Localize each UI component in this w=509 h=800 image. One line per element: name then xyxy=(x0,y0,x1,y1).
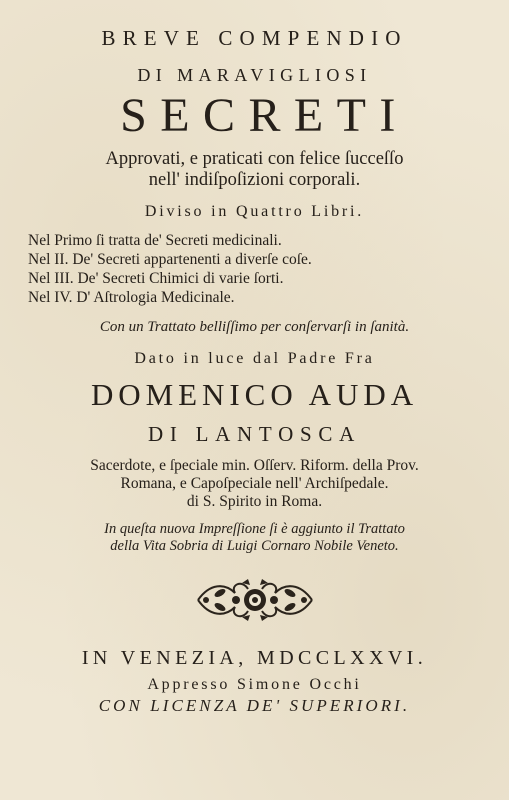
new-edition-line: della Vita Sobria di Luigi Cornaro Nobile Veneto. xyxy=(110,537,399,554)
imprint-printer-part-3: Occhi xyxy=(309,675,362,693)
author-name: DOMENICO AUDA xyxy=(90,376,419,412)
author-desc-line: Sacerdote, e ſpeciale min. Oſſerv. Riform. della Prov. xyxy=(90,456,419,474)
division-part-2: Quattro xyxy=(236,202,312,220)
title-line-2: DI MARAVIGLIOSI xyxy=(137,65,372,85)
book-item: Nel IV. D' Aſtrologia Medicinale. xyxy=(28,288,235,306)
imprint-printer-part-1: Appresso xyxy=(147,675,237,693)
subtitle xyxy=(0,149,509,191)
author-desc-line: Romana, e Capoſpeciale nell' Archiſpedale. xyxy=(120,474,389,492)
title-main: SECRETI xyxy=(120,89,409,142)
published-by-part-2: Padre xyxy=(287,349,345,367)
imprint-license: CON LICENZA DE' SUPERIORI. xyxy=(98,695,411,715)
author-place: DI LANTOSCA xyxy=(148,421,361,446)
treatise-note: Con un Trattato belliſſimo per conſervarſi in ſanità. xyxy=(99,318,410,335)
published-by-part-1: Dato in luce dal xyxy=(134,349,288,367)
imprint-printer-part-2: Simone xyxy=(236,675,310,693)
published-by xyxy=(0,350,509,368)
imprint-printer xyxy=(0,676,509,694)
division-part-3: Libri. xyxy=(311,202,365,220)
book-item: Nel II. De' Secreti appartenenti a diverſe coſe. xyxy=(28,250,312,268)
book-item: Nel Primo ſi tratta de' Secreti medicinali. xyxy=(28,231,282,249)
author-desc-line: di S. Spirito in Roma. xyxy=(186,492,323,510)
book-item: Nel III. De' Secreti Chimici di varie ſorti. xyxy=(28,269,284,287)
subtitle-line-1: Approvati, e praticati con felice ſucceſſo xyxy=(105,148,404,169)
new-edition-note xyxy=(0,521,509,555)
books-list xyxy=(28,231,509,307)
author-description xyxy=(0,457,509,511)
published-by-part-3: Fra xyxy=(344,349,375,367)
new-edition-line: In queſta nuova Impreſſione ſi è aggiunto il Trattato xyxy=(104,520,405,537)
division-line xyxy=(0,203,509,221)
imprint-city-year: IN VENEZIA, MDCCLXXVI. xyxy=(81,646,428,669)
title-line-1: BREVE COMPENDIO xyxy=(101,26,408,50)
subtitle-line-2: nell' indiſpoſizioni corporali. xyxy=(148,169,361,190)
division-part-1: Diviso in xyxy=(144,202,237,220)
floral-ornament-icon xyxy=(190,575,320,625)
